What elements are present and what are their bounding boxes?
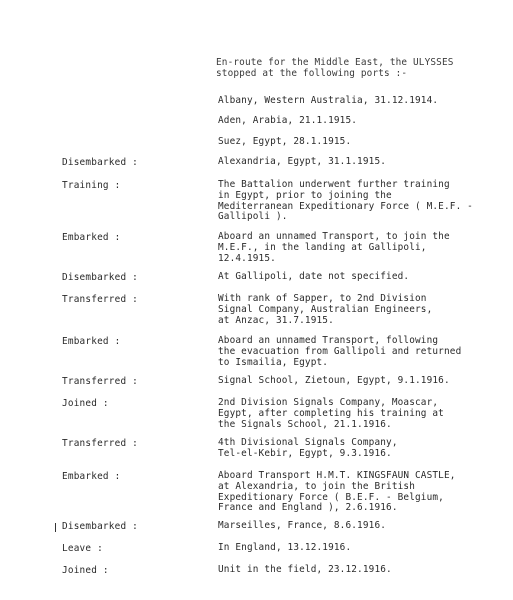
entry-text: With rank of Sapper, to 2nd Division Signal Company, Australian Engineers, at Anzac, 31.7.1915.	[218, 293, 433, 326]
entry-label: Embarked :	[62, 471, 121, 482]
entry-label: Embarked :	[62, 336, 121, 347]
entry-label: Disembarked :	[62, 272, 138, 283]
entry-text: Alexandria, Egypt, 31.1.1915.	[218, 156, 387, 167]
entry-text: Signal School, Zietoun, Egypt, 9.1.1916.	[218, 375, 450, 386]
entry-text: 2nd Division Signals Company, Moascar, Egypt, after completing his training at the Signals School, 21.1.1916.	[218, 397, 444, 430]
entry-label: Disembarked :	[62, 157, 138, 168]
entry-text: Aboard an unnamed Transport, to join the M.E.F., in the landing at Gallipoli, 12.4.1915.	[218, 231, 450, 264]
entry-text: Unit in the field, 23.12.1916.	[218, 564, 392, 575]
entry-text: In England, 13.12.1916.	[218, 542, 352, 553]
entry-text: 4th Divisional Signals Company, Tel-el-Kebir, Egypt, 9.3.1916.	[218, 437, 398, 459]
entry-text: Suez, Egypt, 28.1.1915.	[218, 136, 352, 147]
entry-text: Aboard an unnamed Transport, following the evacuation from Gallipoli and returned to Ismailia, Egypt.	[218, 335, 462, 368]
entry-text: Aden, Arabia, 21.1.1915.	[218, 115, 358, 126]
entry-text: Aboard Transport H.M.T. KINGSFAUN CASTLE, at Alexandria, to join the British Expeditionary Force ( B.E.F. - Belgium, France and England ), 2.6.1916.	[218, 470, 456, 514]
entry-label: Transferred :	[62, 294, 138, 305]
entry-label: Embarked :	[62, 232, 121, 243]
entry-text: En-route for the Middle East, the ULYSSES stopped at the following ports :-	[216, 57, 454, 79]
entry-label: Training :	[62, 180, 121, 191]
entry-text: At Gallipoli, date not specified.	[218, 271, 410, 282]
entry-label: Transferred :	[62, 438, 138, 449]
entry-text: Marseilles, France, 8.6.1916.	[218, 520, 387, 531]
entry-label: Joined :	[62, 398, 109, 409]
margin-mark	[55, 523, 56, 532]
entry-label: Leave :	[62, 543, 103, 554]
entry-text: Albany, Western Australia, 31.12.1914.	[218, 95, 439, 106]
entry-text: The Battalion underwent further training in Egypt, prior to joining the Mediterranean Expeditionary Force ( M.E.F. - Gallipoli ).	[218, 179, 473, 223]
entry-label: Transferred :	[62, 376, 138, 387]
entry-label: Joined :	[62, 565, 109, 576]
entry-label: Disembarked :	[62, 521, 138, 532]
